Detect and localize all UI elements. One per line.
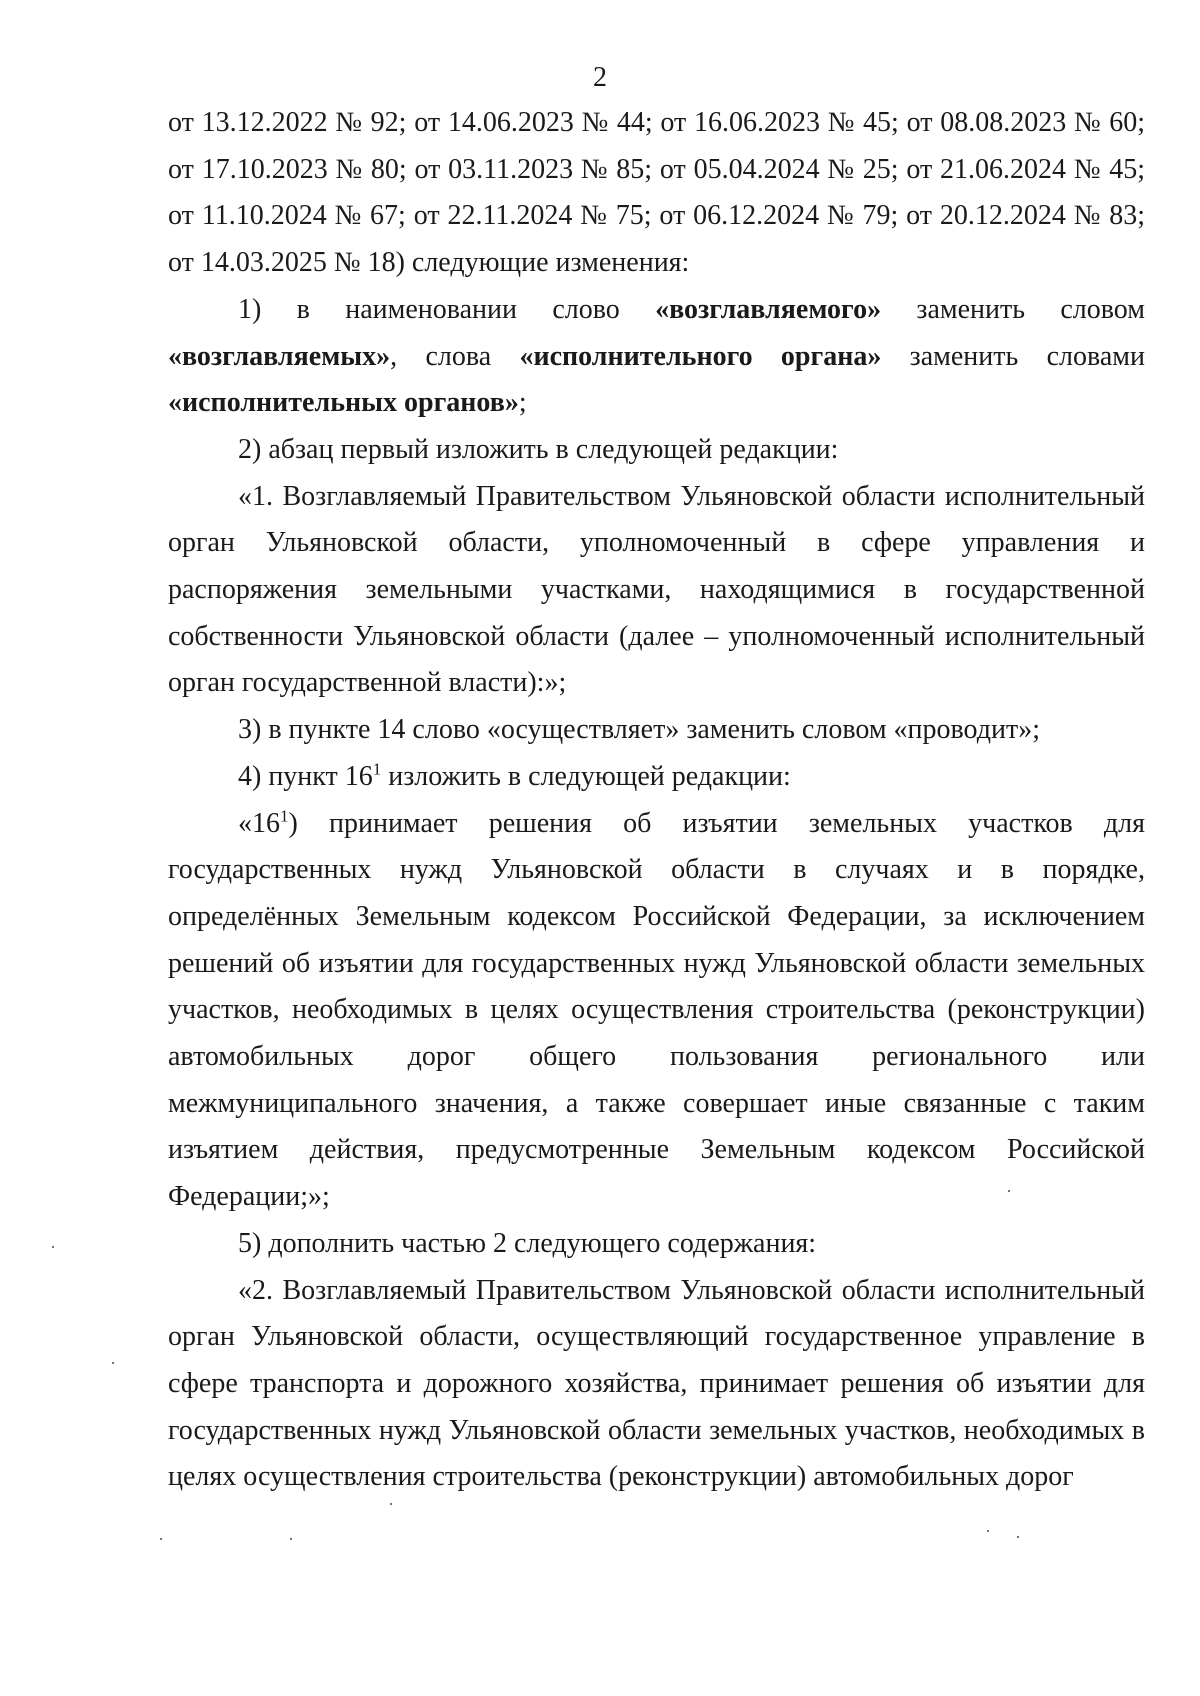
superscript: 1 (372, 759, 382, 779)
item-1-bold: «исполнительных органов» (168, 387, 519, 419)
item-1-text: ; (518, 387, 527, 419)
item-1-bold: «возглавляемого» (655, 293, 882, 325)
item-1-text: заменить словами (881, 340, 1145, 372)
superscript: 1 (280, 806, 289, 826)
item-1-bold: «исполнительного органа» (519, 340, 882, 372)
item-3: 3) в пункте 14 слово «осуществляет» заменить словом «проводит»; (238, 714, 1040, 746)
item-4-text: 4) пункт 16 (238, 760, 373, 792)
item-2: 2) абзац первый изложить в следующей редакции: (238, 433, 839, 465)
item-1 (168, 287, 1145, 427)
scan-speck (987, 1530, 989, 1532)
scan-speck (1017, 1536, 1019, 1538)
amendment-intro: от 13.12.2022 № 92; от 14.06.2023 № 44; от 16.06.2023 № 45; от 08.08.2023 № 60; от 17.10.2023 № 80; от 03.11.2023 № 85; от 05.04.2024 № 25; от 21.06.2024 № 45; от 11.10.2024 № 67; от 22.11.2024 № 75; от 06.12.2024 № 79; от 20.12.2024 № 83; от 14.03.2025 № 18) следующие изменения: (168, 107, 1145, 279)
item-5: 5) дополнить частью 2 следующего содержания: (238, 1227, 817, 1259)
item-1-text: 1) в наименовании слово (238, 293, 656, 325)
scan-speck (160, 1538, 162, 1540)
quote-3: «2. Возглавляемый Правительством Ульяновской области исполнительный орган Ульяновской области, осуществляющий государственное управление в сфере транспорта и дорожного хозяйства, принимает решения об изъятии для государственных нужд Ульяновской области земельных участков, необходимых в целях осуществления строительства (реконструкции) автомобильных дорог (168, 1274, 1145, 1493)
item-4 (168, 754, 1145, 801)
item-1-bold: «возглавляемых» (168, 340, 391, 372)
scan-speck (290, 1538, 292, 1540)
item-4-text: изложить в следующей редакции: (381, 760, 791, 792)
quote-1: «1. Возглавляемый Правительством Ульяновской области исполнительный орган Ульяновской области, уполномоченный в сфере управления и распоряжения земельными участками, находящимися в государственной собственности Ульяновской области (далее – уполномоченный исполнительный орган государственной власти):»; (168, 480, 1145, 699)
item-1-text: заменить словом (881, 293, 1145, 325)
scan-speck (52, 1246, 54, 1248)
page-number: 2 (593, 62, 607, 93)
quote-2-text: «16 (238, 807, 280, 839)
quote-2-text: ) принимает решения об изъятии земельных участков для государственных нужд Ульяновской области в случаях и в порядке, определённых Земельным кодексом Российской Федерации, за исключением решений об изъятии для государственных нужд Ульяновской области земельных участков, необходимых в целях осуществления строительства (реконструкции) автомобильных дорог общего пользования регионального или межмуниципального значения, а также совершает иные связанные с таким изъятием действия, предусмотренные Земельным кодексом Российской Федерации;»; (168, 807, 1145, 1213)
quote-2 (168, 801, 1145, 1221)
scan-speck (1008, 1190, 1010, 1192)
scan-speck (390, 1503, 392, 1505)
document-body (168, 100, 1145, 1501)
scan-speck (112, 1362, 114, 1364)
item-1-text: , слова (390, 340, 520, 372)
